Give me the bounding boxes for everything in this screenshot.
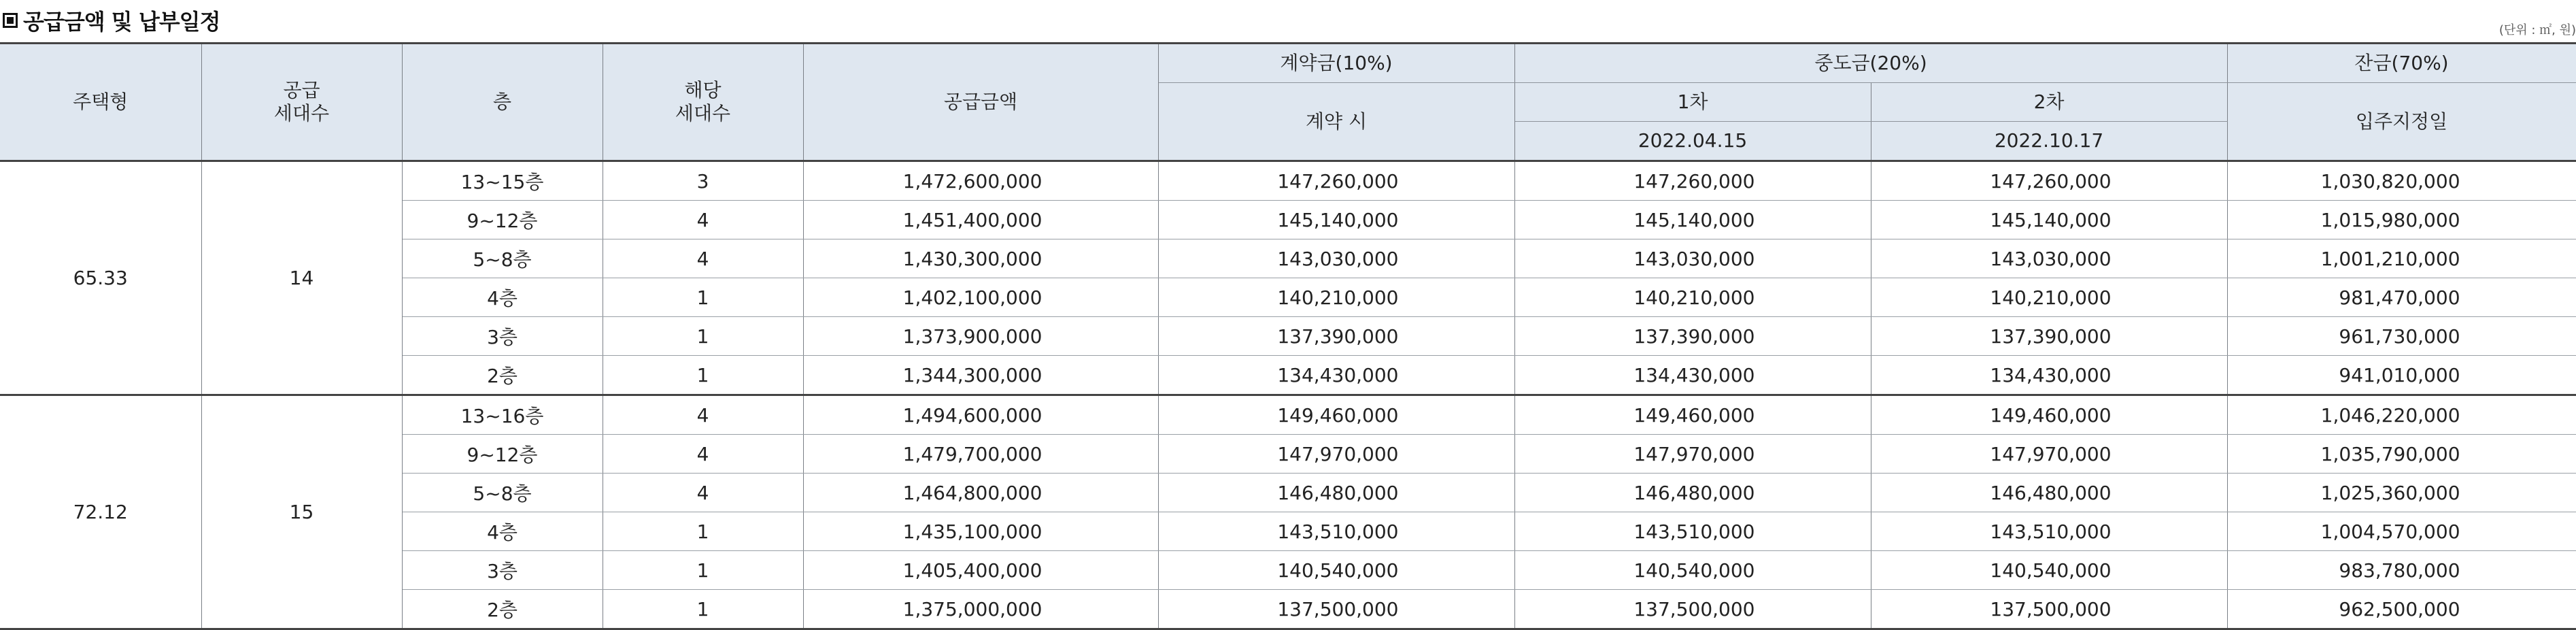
cell-middle-1: 140,210,000 — [1514, 278, 1871, 317]
cell-price: 1,472,600,000 — [803, 161, 1158, 201]
cell-balance: 961,730,000 — [2227, 317, 2576, 356]
cell-floor: 2층 — [402, 356, 603, 395]
cell-floor: 3층 — [402, 317, 603, 356]
header-deposit-sub: 계약 시 — [1158, 83, 1514, 161]
cell-units: 1 — [603, 512, 803, 551]
cell-units: 4 — [603, 201, 803, 239]
cell-price: 1,494,600,000 — [803, 395, 1158, 435]
cell-floor: 5~8층 — [402, 474, 603, 512]
cell-units: 1 — [603, 278, 803, 317]
cell-balance: 1,035,790,000 — [2227, 435, 2576, 474]
cell-middle-1: 145,140,000 — [1514, 201, 1871, 239]
cell-middle-2: 147,260,000 — [1871, 161, 2227, 201]
cell-floor: 9~12층 — [402, 201, 603, 239]
cell-middle-2: 134,430,000 — [1871, 356, 2227, 395]
cell-middle-2: 137,390,000 — [1871, 317, 2227, 356]
cell-balance: 981,470,000 — [2227, 278, 2576, 317]
cell-balance: 983,780,000 — [2227, 551, 2576, 590]
header-middle-1: 1차 — [1514, 83, 1871, 122]
cell-deposit: 145,140,000 — [1158, 201, 1514, 239]
cell-middle-2: 147,970,000 — [1871, 435, 2227, 474]
cell-units: 4 — [603, 435, 803, 474]
cell-price: 1,344,300,000 — [803, 356, 1158, 395]
cell-units: 3 — [603, 161, 803, 201]
cell-price: 1,375,000,000 — [803, 590, 1158, 629]
table-row — [0, 161, 2576, 201]
cell-deposit: 140,210,000 — [1158, 278, 1514, 317]
cell-middle-1: 143,510,000 — [1514, 512, 1871, 551]
cell-deposit: 143,030,000 — [1158, 239, 1514, 278]
table-body — [0, 161, 2576, 629]
cell-price: 1,479,700,000 — [803, 435, 1158, 474]
cell-deposit: 147,970,000 — [1158, 435, 1514, 474]
cell-supply-units: 14 — [201, 161, 402, 395]
cell-balance: 1,004,570,000 — [2227, 512, 2576, 551]
cell-units: 1 — [603, 356, 803, 395]
cell-deposit: 143,510,000 — [1158, 512, 1514, 551]
cell-middle-1: 147,970,000 — [1514, 435, 1871, 474]
cell-middle-1: 149,460,000 — [1514, 395, 1871, 435]
cell-type: 65.33 — [0, 161, 201, 395]
cell-middle-2: 137,500,000 — [1871, 590, 2227, 629]
cell-price: 1,373,900,000 — [803, 317, 1158, 356]
cell-price: 1,430,300,000 — [803, 239, 1158, 278]
cell-units: 1 — [603, 317, 803, 356]
cell-units: 1 — [603, 590, 803, 629]
cell-floor: 9~12층 — [402, 435, 603, 474]
cell-middle-1: 134,430,000 — [1514, 356, 1871, 395]
header-middle-2: 2차 — [1871, 83, 2227, 122]
cell-middle-2: 145,140,000 — [1871, 201, 2227, 239]
section-title-text: 공급금액 및 납부일정 — [23, 9, 220, 35]
cell-floor: 13~16층 — [402, 395, 603, 435]
cell-middle-1: 147,260,000 — [1514, 161, 1871, 201]
cell-middle-2: 149,460,000 — [1871, 395, 2227, 435]
cell-floor: 3층 — [402, 551, 603, 590]
header-middle-2-date: 2022.10.17 — [1871, 122, 2227, 161]
cell-units: 4 — [603, 395, 803, 435]
cell-middle-2: 140,210,000 — [1871, 278, 2227, 317]
table-row — [0, 395, 2576, 435]
cell-middle-1: 140,540,000 — [1514, 551, 1871, 590]
cell-middle-2: 146,480,000 — [1871, 474, 2227, 512]
header-balance: 잔금(70%) — [2227, 44, 2576, 83]
cell-middle-1: 137,500,000 — [1514, 590, 1871, 629]
section-title — [3, 3, 220, 38]
cell-deposit: 149,460,000 — [1158, 395, 1514, 435]
cell-balance: 1,001,210,000 — [2227, 239, 2576, 278]
cell-floor: 4층 — [402, 512, 603, 551]
cell-middle-2: 143,030,000 — [1871, 239, 2227, 278]
cell-deposit: 134,430,000 — [1158, 356, 1514, 395]
cell-middle-1: 146,480,000 — [1514, 474, 1871, 512]
cell-deposit: 147,260,000 — [1158, 161, 1514, 201]
cell-balance: 1,046,220,000 — [2227, 395, 2576, 435]
cell-balance: 1,015,980,000 — [2227, 201, 2576, 239]
cell-balance: 1,025,360,000 — [2227, 474, 2576, 512]
cell-floor: 5~8층 — [402, 239, 603, 278]
cell-floor: 2층 — [402, 590, 603, 629]
header-middle-1-date: 2022.04.15 — [1514, 122, 1871, 161]
header-balance-sub: 입주지정일 — [2227, 83, 2576, 161]
cell-units: 4 — [603, 474, 803, 512]
cell-deposit: 140,540,000 — [1158, 551, 1514, 590]
cell-price: 1,435,100,000 — [803, 512, 1158, 551]
cell-units: 4 — [603, 239, 803, 278]
cell-deposit: 146,480,000 — [1158, 474, 1514, 512]
cell-floor: 4층 — [402, 278, 603, 317]
header-deposit: 계약금(10%) — [1158, 44, 1514, 83]
cell-price: 1,405,400,000 — [803, 551, 1158, 590]
cell-deposit: 137,500,000 — [1158, 590, 1514, 629]
header-units: 해당 세대수 — [603, 44, 803, 161]
cell-middle-1: 137,390,000 — [1514, 317, 1871, 356]
square-bullet-icon — [3, 13, 18, 28]
table-header — [0, 44, 2576, 161]
cell-floor: 13~15층 — [402, 161, 603, 201]
cell-price: 1,402,100,000 — [803, 278, 1158, 317]
header-supply-units: 공급 세대수 — [201, 44, 402, 161]
cell-price: 1,451,400,000 — [803, 201, 1158, 239]
header-middle: 중도금(20%) — [1514, 44, 2227, 83]
cell-balance: 941,010,000 — [2227, 356, 2576, 395]
header-floor: 층 — [402, 44, 603, 161]
header-type: 주택형 — [0, 44, 201, 161]
cell-balance: 962,500,000 — [2227, 590, 2576, 629]
cell-middle-2: 143,510,000 — [1871, 512, 2227, 551]
cell-supply-units: 15 — [201, 395, 402, 629]
cell-middle-2: 140,540,000 — [1871, 551, 2227, 590]
price-schedule-table — [0, 42, 2576, 630]
cell-deposit: 137,390,000 — [1158, 317, 1514, 356]
unit-note: (단위 : ㎡, 원) — [2498, 23, 2576, 37]
cell-balance: 1,030,820,000 — [2227, 161, 2576, 201]
cell-units: 1 — [603, 551, 803, 590]
cell-type: 72.12 — [0, 395, 201, 629]
cell-price: 1,464,800,000 — [803, 474, 1158, 512]
header-price: 공급금액 — [803, 44, 1158, 161]
cell-middle-1: 143,030,000 — [1514, 239, 1871, 278]
